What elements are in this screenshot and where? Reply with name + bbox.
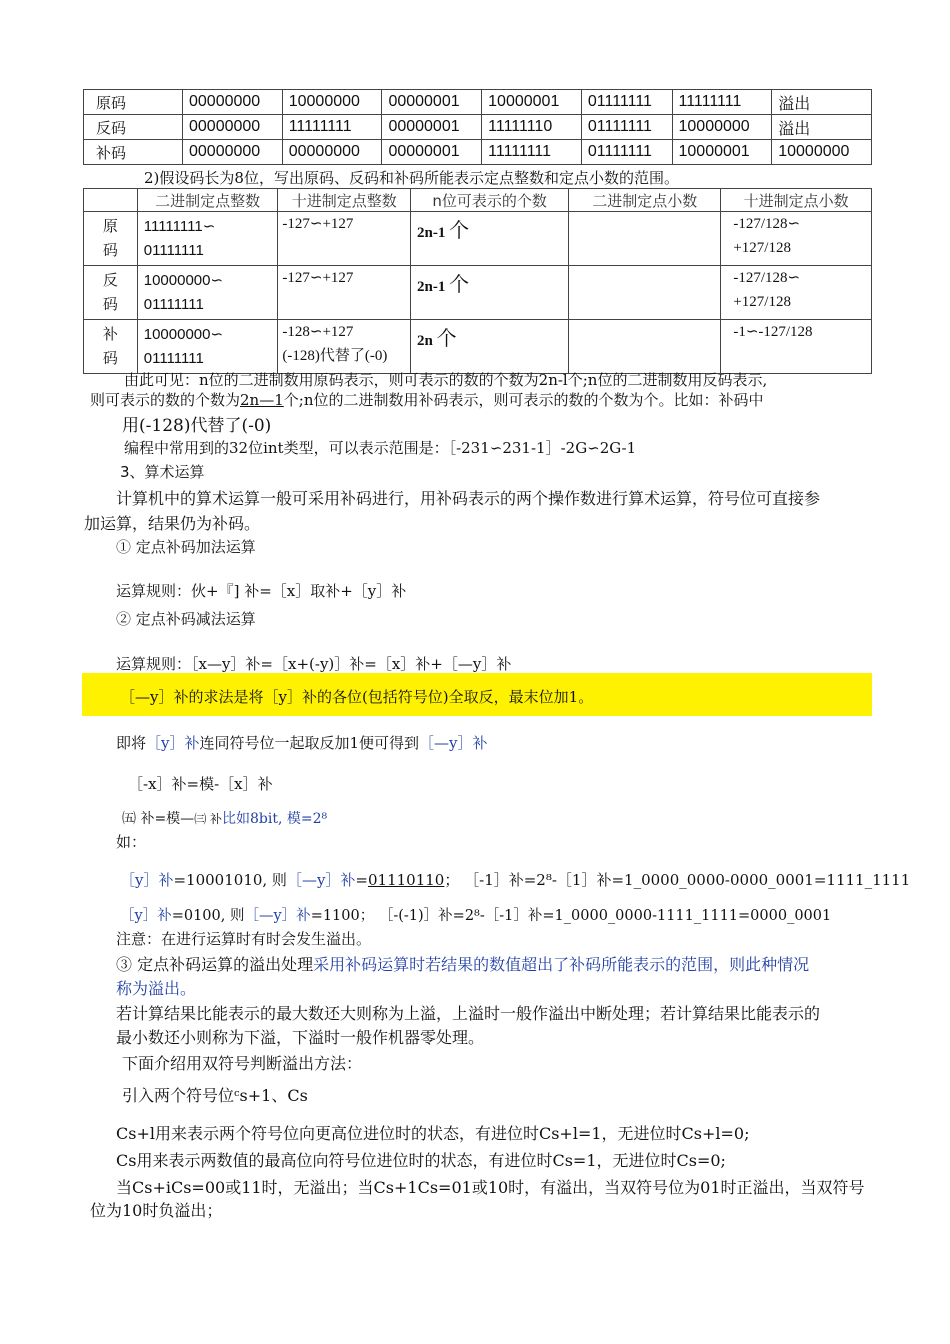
count-cell	[411, 212, 569, 266]
count-unit: 个	[449, 218, 470, 242]
binary-fraction	[569, 212, 721, 266]
range-header: 二进制定点小数	[569, 189, 721, 212]
code-cell: 11111111	[482, 140, 582, 165]
row-label-line: 码	[102, 241, 118, 259]
code-row-label: 原码	[84, 90, 183, 115]
paragraph: 用(-128)代替了(-0)	[122, 416, 272, 436]
binary-fraction	[569, 320, 721, 374]
decimal-range	[278, 266, 411, 320]
binary-range-line: 10000000∽	[143, 326, 224, 343]
paragraph: 位为10时负溢出；	[90, 1201, 223, 1220]
example: ［y］补=10001010, 则［—y］补=01110110； ［-1］补=2⁸-［1］补=1_0000_0000-0000_0001=1111_1111	[120, 871, 911, 889]
binary-range-line: 11111111∽	[143, 218, 216, 235]
decimal-fraction	[721, 320, 872, 374]
paragraph: 若计算结果比能表示的最大数还大则称为上溢，上溢时一般作溢出中断处理；若计算结果比能表示的	[116, 1004, 821, 1023]
decimal-fraction-line: +127/128	[733, 240, 791, 256]
decimal-range-line: -127∽+127	[282, 216, 354, 232]
decimal-fraction-line: -127/128∽	[733, 216, 801, 232]
code-cell: 溢出	[772, 115, 872, 140]
count-cell	[411, 266, 569, 320]
code-cell: 00000000	[183, 90, 283, 115]
code-row-label: 反码	[84, 115, 183, 140]
row-label-line: 码	[102, 349, 118, 367]
code-cell: 00000000	[183, 115, 283, 140]
paragraph: 加运算，结果仍为补码。	[84, 514, 261, 533]
decimal-fraction	[721, 212, 872, 266]
paragraph: 由此可见：n位的二进制数用原码表示，则可表示的数的个数为2n-l个;n位的二进制数用反码表示,	[124, 371, 768, 389]
formula: ㈤ 补=模—㈢ 补比如8bit, 模=2⁸	[122, 811, 328, 827]
rule: 运算规则：［x—y］补=［x+(-y)］补=［x］补+［—y］补	[116, 655, 512, 673]
binary-fraction	[569, 266, 721, 320]
decimal-fraction	[721, 266, 872, 320]
paragraph: 引入两个符号位ᶜs+1、Cs	[122, 1086, 308, 1105]
binary-range	[137, 266, 278, 320]
count-cell	[411, 320, 569, 374]
decimal-fraction-line: +127/128	[733, 294, 791, 310]
row-label	[84, 266, 138, 320]
range-row	[84, 212, 872, 266]
decimal-fraction-line: -127/128∽	[733, 270, 801, 286]
formula: ［-x］补=模-［x］补	[128, 775, 273, 793]
code-cell: 10000001	[672, 140, 772, 165]
code-row	[84, 140, 872, 165]
row-label	[84, 320, 138, 374]
subsection-title: ① 定点补码加法运算	[116, 538, 256, 556]
decimal-fraction-line: -1∽-127/128	[733, 324, 813, 340]
count-value: 2n-1	[417, 225, 446, 241]
range-row	[84, 320, 872, 374]
row-label-line: 码	[102, 295, 118, 313]
count-unit: 个	[449, 272, 470, 296]
code-cell: 01111111	[581, 90, 672, 115]
subsection-title: ② 定点补码减法运算	[116, 610, 256, 628]
range-table	[83, 188, 872, 374]
paragraph: Cs用来表示两数值的最高位向符号位进位时的状态，有进位时Cs=1，无进位时Cs=0;	[116, 1151, 726, 1170]
range-header: 十进制定点整数	[278, 189, 411, 212]
code-cell: 10000000	[772, 140, 872, 165]
paragraph: 当Cs+iCs=00或11时，无溢出；当Cs+1Cs=01或10时，有溢出，当双符号位为01时正溢出，当双符号	[116, 1178, 865, 1197]
binary-range-line: 01111111	[143, 350, 204, 367]
code-cell: 00000000	[282, 140, 382, 165]
code-cell: 01111111	[581, 140, 672, 165]
code-cell: 00000001	[382, 115, 482, 140]
range-header-row	[84, 189, 872, 212]
paragraph: 计算机中的算术运算一般可采用补码进行，用补码表示的两个操作数进行算术运算，符号位可直接参	[116, 489, 821, 508]
paragraph: 下面介绍用双符号判断溢出方法：	[122, 1054, 363, 1073]
q2-heading: 2)假设码长为8位，写出原码、反码和补码所能表示定点整数和定点小数的范围。	[144, 169, 679, 187]
paragraph: ③ 定点补码运算的溢出处理采用补码运算时若结果的数值超出了补码所能表示的范围，则此种情况	[116, 955, 810, 974]
count-unit: 个	[436, 326, 457, 350]
decimal-range-line	[282, 236, 410, 260]
binary-range-line: 01111111	[143, 296, 204, 313]
decimal-range	[278, 212, 411, 266]
decimal-range-line: -127∽+127	[282, 270, 354, 286]
decimal-fraction-line	[733, 344, 871, 368]
paragraph: 如：	[116, 833, 147, 851]
rule: 运算规则：伙+『] 补=［x］取补+［y］补	[116, 582, 407, 600]
example: ［y］补=0100, 则［—y］补=1100； ［-(-1)］补=2⁸-［-1］补=1_0000_0000-1111_1111=0000_0001	[120, 908, 832, 924]
row-label-line: 补	[102, 325, 118, 343]
code-table	[83, 89, 872, 165]
decimal-range-line	[282, 290, 410, 314]
code-cell: 10000000	[672, 115, 772, 140]
binary-range-line: 10000000∽	[143, 272, 224, 289]
binary-range-line: 01111111	[143, 242, 204, 259]
range-header: n位可表示的个数	[411, 189, 569, 212]
code-cell: 10000000	[282, 90, 382, 115]
count-value: 2n-1	[417, 279, 446, 295]
range-header: 十进制定点小数	[721, 189, 872, 212]
paragraph: 编程中常用到的32位int类型，可以表示范围是：［-231∽231-1］-2G∽2G-1	[124, 439, 637, 457]
count-value: 2n	[417, 333, 433, 349]
section-title: 3、算术运算	[120, 463, 205, 481]
code-cell: 11111111	[282, 115, 382, 140]
code-row	[84, 115, 872, 140]
binary-range	[137, 320, 278, 374]
row-label	[84, 212, 138, 266]
code-cell: 00000000	[183, 140, 283, 165]
highlighted-text: ［—y］补的求法是将［y］补的各位(包括符号位)全取反，最末位加1。	[120, 688, 594, 706]
code-cell: 溢出	[772, 90, 872, 115]
paragraph: 最小数还小则称为下溢，下溢时一般作机器零处理。	[116, 1028, 485, 1047]
code-row-label: 补码	[84, 140, 183, 165]
paragraph: 注意：在进行运算时有时会发生溢出。	[116, 930, 372, 948]
row-label-line: 原	[102, 217, 118, 235]
row-label-line: 反	[102, 271, 118, 289]
code-cell: 01111111	[581, 115, 672, 140]
code-cell: 00000001	[382, 90, 482, 115]
paragraph: 称为溢出。	[116, 979, 197, 998]
code-row	[84, 90, 872, 115]
decimal-range	[278, 320, 411, 374]
paragraph: 即将［y］补连同符号位一起取反加1便可得到［—y］补	[116, 734, 488, 752]
binary-range	[137, 212, 278, 266]
code-cell: 00000001	[382, 140, 482, 165]
paragraph: 则可表示的数的个数为2n—1个;n位的二进制数用补码表示，则可表示的数的个数为个。比如：补码中	[90, 391, 764, 409]
header-blank	[84, 189, 138, 212]
decimal-range-line: (-128)代替了(-0)	[282, 348, 388, 364]
code-cell: 11111110	[482, 115, 582, 140]
decimal-range-line: -128∽+127	[282, 324, 354, 340]
range-header: 二进制定点整数	[137, 189, 278, 212]
paragraph: Cs+l用来表示两个符号位向更高位进位时的状态，有进位时Cs+l=1，无进位时Cs+l=0;	[116, 1124, 750, 1143]
range-row	[84, 266, 872, 320]
code-cell: 11111111	[672, 90, 772, 115]
code-cell: 10000001	[482, 90, 582, 115]
